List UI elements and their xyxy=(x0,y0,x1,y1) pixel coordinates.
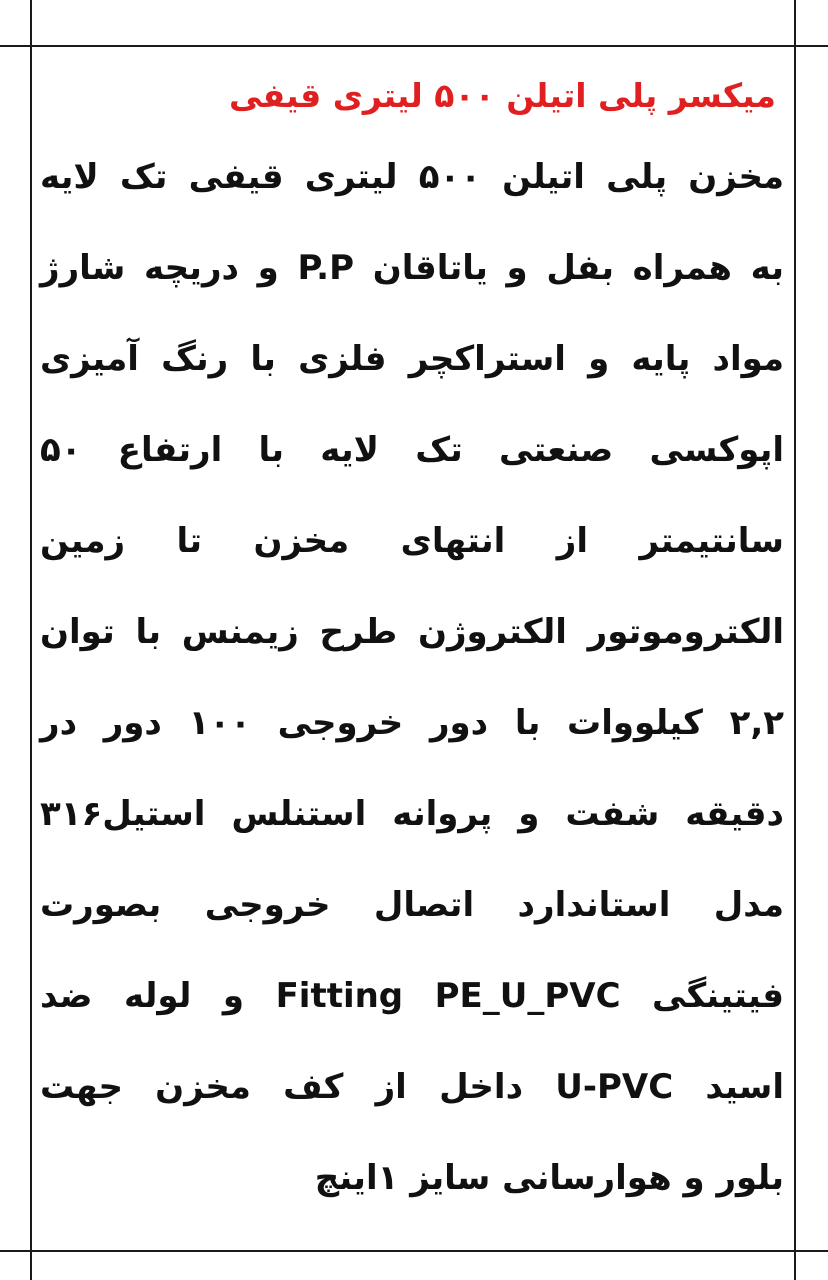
product-description-cell xyxy=(40,62,784,1224)
table-right-border xyxy=(794,0,796,1280)
description-text xyxy=(40,132,784,1224)
description-line: اسید U-PVC داخل از کف مخزن جهت xyxy=(40,1067,784,1107)
description-line: ۲,۲ کیلووات با دور خروجی ۱۰۰ دور در xyxy=(40,703,784,743)
table-border-stub xyxy=(0,1250,30,1252)
description-line: به همراه بفل و یاتاقان P.P و دریچه شارژ xyxy=(40,248,784,288)
table-row-divider-top xyxy=(30,45,796,47)
description-line: دقیقه شفت و پروانه استنلس استیل۳۱۶ xyxy=(40,794,784,834)
description-line: بلور و هوارسانی سایز ۱اینچ xyxy=(314,1158,784,1198)
table-border-stub xyxy=(0,45,30,47)
description-line: فیتینگی Fitting PE_U_PVC و لوله ضد xyxy=(40,976,785,1016)
description-line: الکتروموتور الکتروژن طرح زیمنس با توان xyxy=(40,612,784,652)
description-line: مخزن پلی اتیلن ۵۰۰ لیتری قیفی تک لایه xyxy=(40,157,784,197)
description-line: مواد پایه و استراکچر فلزی با رنگ آمیزی xyxy=(40,339,784,379)
description-line: سانتیمتر از انتهای مخزن تا زمین xyxy=(40,521,784,561)
description-line: اپوکسی صنعتی تک لایه با ارتفاع ۵۰ xyxy=(40,430,784,470)
description-line: مدل استاندارد اتصال خروجی بصورت xyxy=(40,885,784,925)
table-border-stub xyxy=(796,45,828,47)
table-left-border xyxy=(30,0,32,1280)
product-title: میکسر پلی اتیلن ۵۰۰ لیتری قیفی xyxy=(228,76,776,115)
table-border-stub xyxy=(796,1250,828,1252)
table-row-divider-bottom xyxy=(30,1250,796,1252)
